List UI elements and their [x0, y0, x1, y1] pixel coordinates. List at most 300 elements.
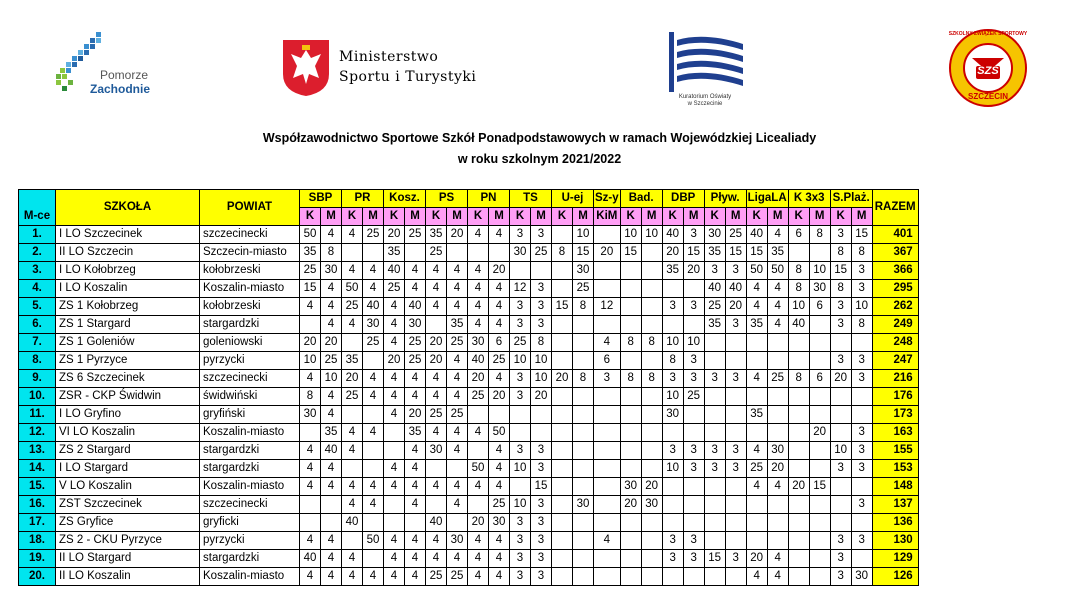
row-score: 4 [300, 478, 321, 496]
table-row [19, 370, 919, 388]
row-score: 4 [342, 442, 363, 460]
row-score [300, 514, 321, 532]
row-score: 3 [510, 388, 531, 406]
row-score [468, 406, 489, 424]
szs-top: SZKOLNY ZWIĄZEK SPORTOWY [948, 31, 1028, 37]
row-total: 366 [872, 262, 918, 280]
row-score [552, 568, 573, 586]
row-score: 20 [342, 370, 363, 388]
row-place: 18. [19, 532, 56, 550]
table-row [19, 550, 919, 568]
row-score: 3 [830, 568, 851, 586]
row-score [809, 568, 830, 586]
row-score [788, 388, 809, 406]
row-score: 8 [573, 298, 594, 316]
row-score: 8 [662, 352, 683, 370]
row-total: 401 [872, 226, 918, 244]
eagle-emblem-icon [281, 38, 331, 98]
row-score [662, 514, 683, 532]
header-category: M [683, 208, 704, 226]
row-score [683, 406, 704, 424]
row-score: 4 [405, 460, 426, 478]
row-score: 10 [851, 298, 872, 316]
row-score: 8 [809, 226, 830, 244]
row-score: 4 [342, 316, 363, 334]
row-score: 3 [830, 298, 851, 316]
row-score: 20 [426, 352, 447, 370]
row-score: 4 [363, 478, 384, 496]
row-score [641, 388, 662, 406]
row-total: 126 [872, 568, 918, 586]
row-powiat: świdwiński [200, 388, 300, 406]
row-score: 40 [342, 514, 363, 532]
row-score: 3 [594, 370, 621, 388]
row-score: 20 [489, 262, 510, 280]
row-score [683, 424, 704, 442]
row-score: 3 [510, 550, 531, 568]
row-score: 35 [405, 424, 426, 442]
ministry-line1: Ministerstwo [339, 49, 439, 65]
row-score [552, 388, 573, 406]
row-score: 4 [405, 442, 426, 460]
row-score: 4 [384, 406, 405, 424]
row-school: I LO Gryfino [56, 406, 200, 424]
row-score: 3 [851, 352, 872, 370]
row-school: I LO Kołobrzeg [56, 262, 200, 280]
row-score: 40 [363, 298, 384, 316]
row-score: 4 [489, 460, 510, 478]
row-total: 130 [872, 532, 918, 550]
row-score [573, 550, 594, 568]
row-score [552, 532, 573, 550]
row-score: 4 [767, 316, 788, 334]
row-score [704, 568, 725, 586]
row-score [594, 478, 621, 496]
row-score [552, 496, 573, 514]
pomorze-zachodnie-logo [52, 30, 172, 110]
row-score: 10 [510, 496, 531, 514]
row-score: 35 [746, 406, 767, 424]
row-score [788, 550, 809, 568]
row-score [725, 388, 746, 406]
row-score: 3 [725, 316, 746, 334]
row-school: VI LO Koszalin [56, 424, 200, 442]
row-score [620, 352, 641, 370]
row-score: 35 [384, 244, 405, 262]
row-score: 25 [468, 388, 489, 406]
row-score: 4 [447, 550, 468, 568]
row-score: 25 [321, 352, 342, 370]
row-score: 30 [641, 496, 662, 514]
row-score [384, 496, 405, 514]
row-total: 137 [872, 496, 918, 514]
row-score: 20 [746, 550, 767, 568]
row-score: 10 [531, 370, 552, 388]
row-score: 25 [725, 226, 746, 244]
row-total: 155 [872, 442, 918, 460]
row-score [830, 334, 851, 352]
row-score: 4 [489, 316, 510, 334]
row-score: 4 [746, 370, 767, 388]
header-category: K [510, 208, 531, 226]
row-score: 3 [510, 370, 531, 388]
row-score: 25 [767, 370, 788, 388]
row-score: 3 [510, 226, 531, 244]
row-score [426, 460, 447, 478]
row-score: 3 [830, 550, 851, 568]
row-score: 3 [531, 550, 552, 568]
row-score: 3 [851, 262, 872, 280]
row-score: 10 [788, 298, 809, 316]
row-score [641, 568, 662, 586]
row-score [620, 280, 641, 298]
row-score [809, 496, 830, 514]
row-score: 4 [405, 496, 426, 514]
row-score [641, 406, 662, 424]
row-score: 30 [662, 406, 683, 424]
row-score: 6 [788, 226, 809, 244]
row-score: 20 [468, 370, 489, 388]
row-score: 4 [767, 550, 788, 568]
row-score: 4 [489, 532, 510, 550]
row-score [552, 280, 573, 298]
row-score: 20 [384, 352, 405, 370]
row-score: 20 [426, 334, 447, 352]
row-score [468, 244, 489, 262]
row-score [809, 532, 830, 550]
row-score [746, 388, 767, 406]
row-score: 15 [830, 262, 851, 280]
row-score [363, 550, 384, 568]
row-score: 4 [767, 298, 788, 316]
row-score: 4 [405, 370, 426, 388]
row-score: 20 [641, 478, 662, 496]
row-score [683, 514, 704, 532]
row-score: 4 [489, 568, 510, 586]
row-score: 30 [851, 568, 872, 586]
row-score: 25 [573, 280, 594, 298]
row-score: 3 [725, 550, 746, 568]
row-score: 25 [426, 244, 447, 262]
row-place: 2. [19, 244, 56, 262]
row-score: 4 [746, 478, 767, 496]
header-category: M [573, 208, 594, 226]
row-score [725, 568, 746, 586]
row-place: 20. [19, 568, 56, 586]
row-score: 30 [363, 316, 384, 334]
row-score: 3 [851, 532, 872, 550]
row-score [851, 478, 872, 496]
row-score [767, 424, 788, 442]
row-score: 3 [510, 316, 531, 334]
row-score: 4 [447, 298, 468, 316]
row-score [342, 334, 363, 352]
row-powiat: Szczecin-miasto [200, 244, 300, 262]
header-discipline: Pływ. [704, 190, 746, 208]
row-score [662, 316, 683, 334]
header-category: M [725, 208, 746, 226]
row-total: 367 [872, 244, 918, 262]
row-score [641, 532, 662, 550]
row-score: 4 [746, 568, 767, 586]
row-score [788, 352, 809, 370]
row-score: 40 [300, 550, 321, 568]
row-score: 30 [510, 244, 531, 262]
row-score: 4 [426, 262, 447, 280]
row-score [447, 244, 468, 262]
row-score: 3 [830, 460, 851, 478]
row-score [573, 532, 594, 550]
row-score [510, 478, 531, 496]
header-category: K [300, 208, 321, 226]
row-score: 4 [746, 442, 767, 460]
header-discipline: PR [342, 190, 384, 208]
row-score [704, 406, 725, 424]
row-score: 40 [321, 442, 342, 460]
row-score: 3 [704, 442, 725, 460]
row-school: ZS 2 Stargard [56, 442, 200, 460]
row-score [851, 514, 872, 532]
row-score: 4 [468, 316, 489, 334]
row-score: 50 [468, 460, 489, 478]
row-score: 10 [641, 226, 662, 244]
row-score: 4 [594, 532, 621, 550]
row-school: ZS 1 Pyrzyce [56, 352, 200, 370]
row-score: 8 [321, 244, 342, 262]
row-score: 3 [851, 496, 872, 514]
document-subtitle: w roku szkolnym 2021/2022 [457, 152, 622, 166]
row-score: 20 [767, 460, 788, 478]
kuratorium-line1: Kuratorium Oświaty [678, 94, 732, 100]
row-score: 30 [447, 532, 468, 550]
row-score: 8 [830, 280, 851, 298]
row-score [342, 532, 363, 550]
row-score [573, 568, 594, 586]
row-score: 4 [321, 298, 342, 316]
row-score: 25 [426, 568, 447, 586]
row-total: 153 [872, 460, 918, 478]
row-score: 3 [531, 316, 552, 334]
row-score: 25 [384, 280, 405, 298]
szs-bottom: SZCZECIN [968, 92, 1008, 101]
row-score: 15 [809, 478, 830, 496]
row-score: 4 [384, 460, 405, 478]
row-score: 4 [405, 280, 426, 298]
row-score: 4 [447, 262, 468, 280]
row-score: 8 [620, 334, 641, 352]
row-score [788, 244, 809, 262]
row-school: ZST Szczecinek [56, 496, 200, 514]
row-score: 25 [405, 334, 426, 352]
row-score: 4 [426, 424, 447, 442]
row-score: 4 [384, 478, 405, 496]
row-score [683, 568, 704, 586]
row-score [788, 442, 809, 460]
row-place: 9. [19, 370, 56, 388]
row-score [662, 496, 683, 514]
table-row [19, 406, 919, 424]
row-school: ZS 1 Stargard [56, 316, 200, 334]
row-powiat: Koszalin-miasto [200, 478, 300, 496]
waves-icon [665, 30, 745, 96]
row-score [746, 514, 767, 532]
table-row [19, 280, 919, 298]
header-category: M [809, 208, 830, 226]
row-score: 8 [788, 262, 809, 280]
row-score: 4 [447, 388, 468, 406]
row-score [594, 280, 621, 298]
row-score [767, 334, 788, 352]
row-score: 8 [788, 280, 809, 298]
header-discipline: DBP [662, 190, 704, 208]
row-score [830, 388, 851, 406]
row-score: 4 [300, 460, 321, 478]
row-powiat: Koszalin-miasto [200, 280, 300, 298]
row-score [641, 514, 662, 532]
row-score: 8 [851, 316, 872, 334]
row-score: 3 [510, 298, 531, 316]
row-score: 25 [489, 352, 510, 370]
row-school: I LO Stargard [56, 460, 200, 478]
row-score: 3 [683, 226, 704, 244]
row-total: 163 [872, 424, 918, 442]
row-score: 4 [426, 478, 447, 496]
row-score: 25 [363, 226, 384, 244]
row-score: 4 [384, 316, 405, 334]
row-total: 176 [872, 388, 918, 406]
row-score: 6 [489, 334, 510, 352]
row-score: 30 [573, 262, 594, 280]
row-score [683, 280, 704, 298]
row-score: 30 [573, 496, 594, 514]
row-score: 6 [594, 352, 621, 370]
row-place: 13. [19, 442, 56, 460]
row-score: 25 [447, 334, 468, 352]
row-score: 3 [531, 532, 552, 550]
row-score: 35 [321, 424, 342, 442]
row-score: 15 [704, 550, 725, 568]
row-score: 30 [300, 406, 321, 424]
header-category: M [321, 208, 342, 226]
header-discipline: S.Plaż. [830, 190, 872, 208]
header-category: K [342, 208, 363, 226]
row-score [594, 424, 621, 442]
row-score: 3 [510, 532, 531, 550]
row-score [573, 334, 594, 352]
row-score [552, 316, 573, 334]
header-category: K [468, 208, 489, 226]
row-score: 3 [683, 460, 704, 478]
row-score: 4 [300, 370, 321, 388]
row-score: 25 [510, 334, 531, 352]
row-powiat: gryfiński [200, 406, 300, 424]
row-score: 50 [300, 226, 321, 244]
header-category: M [447, 208, 468, 226]
row-score [641, 280, 662, 298]
row-score: 25 [300, 262, 321, 280]
row-score: 3 [531, 460, 552, 478]
row-score [809, 388, 830, 406]
row-score [594, 442, 621, 460]
row-score: 8 [300, 388, 321, 406]
row-score: 4 [426, 550, 447, 568]
row-powiat: stargardzki [200, 550, 300, 568]
row-place: 6. [19, 316, 56, 334]
row-score [573, 352, 594, 370]
header-category: M [405, 208, 426, 226]
row-score: 40 [725, 280, 746, 298]
row-score: 15 [300, 280, 321, 298]
row-school: II LO Szczecin [56, 244, 200, 262]
row-score: 4 [468, 262, 489, 280]
table-row [19, 262, 919, 280]
row-score [704, 496, 725, 514]
row-score: 3 [851, 424, 872, 442]
row-score: 20 [300, 334, 321, 352]
row-score: 20 [683, 262, 704, 280]
row-score: 20 [468, 514, 489, 532]
row-score: 10 [620, 226, 641, 244]
row-score: 20 [447, 226, 468, 244]
row-score: 4 [426, 388, 447, 406]
row-score: 30 [321, 262, 342, 280]
row-score [552, 352, 573, 370]
row-score [552, 334, 573, 352]
table-row [19, 388, 919, 406]
row-score: 4 [342, 478, 363, 496]
row-score [594, 316, 621, 334]
row-place: 11. [19, 406, 56, 424]
row-score: 25 [363, 334, 384, 352]
row-score: 4 [468, 568, 489, 586]
row-score [725, 496, 746, 514]
row-score: 20 [620, 496, 641, 514]
row-score [746, 424, 767, 442]
row-score [573, 388, 594, 406]
row-score: 25 [531, 244, 552, 262]
row-score: 4 [468, 424, 489, 442]
row-score [620, 460, 641, 478]
row-score: 3 [725, 442, 746, 460]
row-score: 3 [531, 280, 552, 298]
row-score: 10 [510, 460, 531, 478]
row-score [594, 460, 621, 478]
row-score: 4 [447, 370, 468, 388]
row-score [620, 568, 641, 586]
row-total: 248 [872, 334, 918, 352]
row-score [620, 514, 641, 532]
row-score: 35 [426, 226, 447, 244]
row-score: 4 [321, 550, 342, 568]
row-powiat: pyrzycki [200, 532, 300, 550]
row-score: 30 [489, 514, 510, 532]
header-discipline: K 3x3 [788, 190, 830, 208]
row-place: 4. [19, 280, 56, 298]
row-school: II LO Koszalin [56, 568, 200, 586]
row-score [510, 406, 531, 424]
row-score: 20 [830, 370, 851, 388]
row-score: 3 [662, 370, 683, 388]
row-score: 15 [683, 244, 704, 262]
row-score: 20 [662, 244, 683, 262]
row-total: 295 [872, 280, 918, 298]
row-powiat: szczecinecki [200, 226, 300, 244]
row-score [426, 496, 447, 514]
row-score [704, 514, 725, 532]
row-score: 4 [426, 370, 447, 388]
row-powiat: Koszalin-miasto [200, 424, 300, 442]
row-score [468, 496, 489, 514]
